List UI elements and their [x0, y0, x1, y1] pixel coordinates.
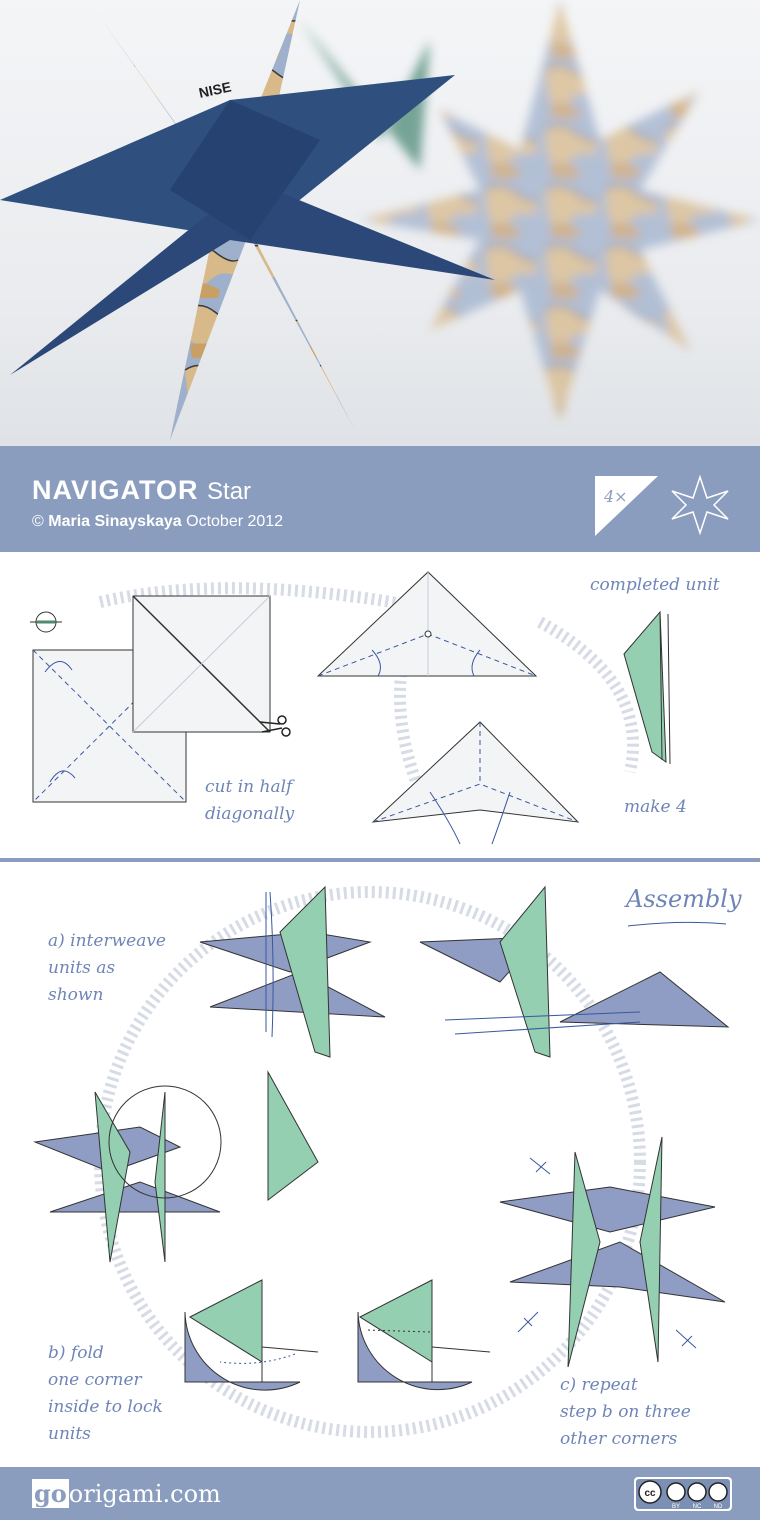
author-name: Maria Sinayskaya: [48, 513, 182, 530]
step-a-label: a) interweave units as shown: [48, 931, 166, 1005]
color-side-icon: [30, 612, 62, 632]
star-photo-illustration: [0, 0, 760, 446]
footer: [0, 1467, 760, 1520]
nc-text: NC: [692, 1504, 702, 1510]
copyright-symbol: ©: [32, 513, 44, 530]
header-icons: [590, 474, 730, 536]
star-icon: [672, 477, 728, 533]
cc-license-badge[interactable]: [634, 1477, 732, 1511]
site-logo-text: origami.com: [68, 1480, 221, 1508]
cut-label: cut in half diagonally: [205, 777, 295, 824]
date-text: October 2012: [186, 513, 284, 530]
nd-text: ND: [713, 1504, 723, 1510]
svg-text:NISE: NISE: [197, 78, 233, 101]
site-logo-prefix: go: [34, 1479, 67, 1508]
site-logo[interactable]: [32, 1479, 221, 1508]
completed-unit-label: completed unit: [590, 575, 720, 595]
assembly-step-b1: [35, 1086, 221, 1262]
credit-line: [32, 513, 283, 531]
nd-icon: [709, 1483, 727, 1501]
step-b-label: b) fold one corner inside to lock units: [48, 1343, 163, 1444]
unit-folding-panel: [0, 552, 760, 858]
count-badge: 4×: [604, 487, 628, 506]
by-text: BY: [671, 1504, 681, 1510]
title-bold: NAVIGATOR: [32, 475, 199, 505]
assembly-panel: [0, 862, 760, 1467]
make-count-label: make 4: [624, 797, 687, 817]
assembly-step-c: [500, 1137, 725, 1367]
title-banner: [0, 446, 760, 552]
hero-photo: [0, 0, 760, 446]
title-rest: Star: [207, 478, 252, 505]
page-title: [32, 475, 251, 506]
assembly-closeup-2: [358, 1280, 490, 1390]
step-c-label: c) repeat step b on three other corners: [560, 1375, 691, 1449]
nc-icon: [688, 1483, 706, 1501]
cc-text: cc: [644, 1488, 656, 1499]
by-icon: [667, 1483, 685, 1501]
assembly-title: Assembly: [626, 885, 742, 913]
assembly-closeup-1: [185, 1280, 318, 1390]
paper-triangle-icon: [595, 476, 658, 536]
